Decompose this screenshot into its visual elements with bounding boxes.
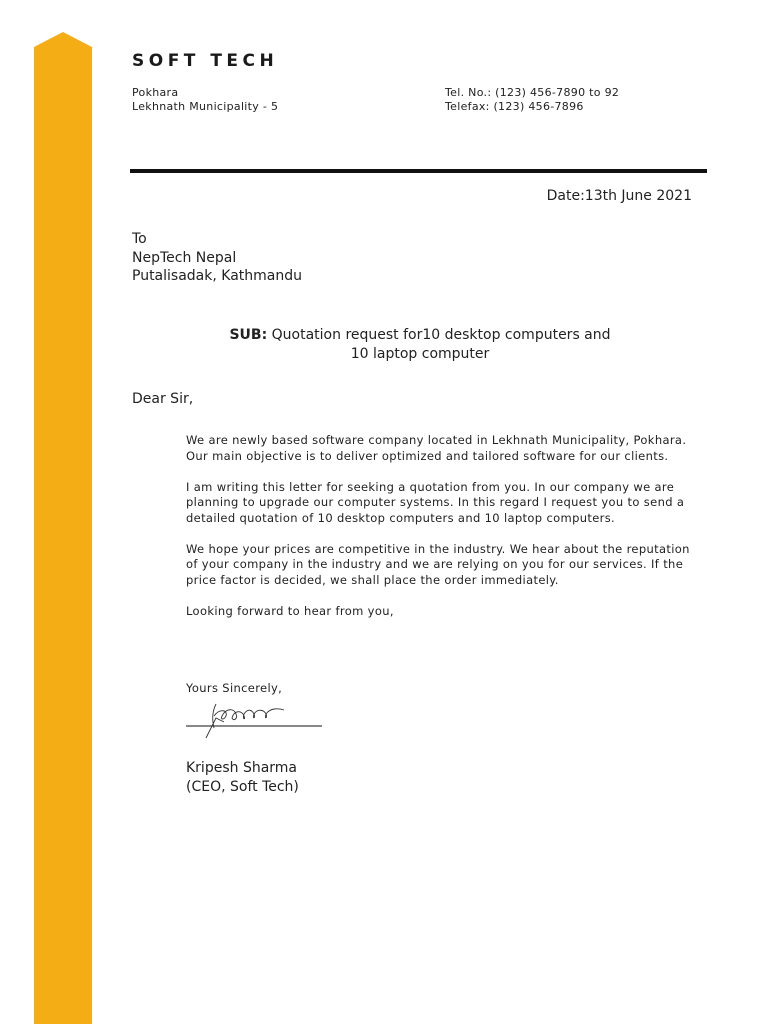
- body-paragraph: I am writing this letter for seeking a quotation from you. In our company we are planning to upgrade our computer systems. In this regard I request you to send a detailed quotation of 10 desktop computers and 10 laptop computers.: [186, 479, 685, 525]
- signer-block: [186, 759, 299, 796]
- accent-sidebar-shape: [34, 32, 92, 1024]
- subject-text: Quotation request for10 desktop computers and 10 laptop computer: [267, 327, 611, 362]
- company-name: SOFT TECH: [132, 51, 279, 71]
- header-divider: [130, 169, 707, 173]
- letter-body: [186, 433, 698, 635]
- recipient-address: Putalisadak, Kathmandu: [132, 268, 302, 284]
- telephone-number: Tel. No.: (123) 456-7890 to 92: [445, 86, 620, 99]
- accent-sidebar: [34, 32, 92, 1024]
- address-municipality: Lekhnath Municipality - 5: [132, 100, 279, 113]
- company-contact: [445, 86, 619, 114]
- recipient-company: NepTech Nepal: [132, 249, 237, 266]
- body-paragraph: Looking forward to hear from you,: [186, 603, 394, 618]
- body-paragraph: We are newly based software company located in Lekhnath Municipality, Pokhara. Our main objective is to deliver optimized and tailored software for our clients.: [186, 433, 687, 463]
- subject-label: SUB:: [229, 327, 268, 343]
- subject-line: [225, 326, 615, 364]
- body-paragraph: We hope your prices are competitive in the industry. We hear about the reputation of your company in the industry and we are relying on you for our services. If the price factor is decided, we shall place the order immediately.: [186, 541, 690, 587]
- telefax-number: Telefax: (123) 456-7896: [445, 100, 584, 113]
- salutation: Dear Sir,: [132, 391, 194, 407]
- closing-line: Yours Sincerely,: [186, 681, 283, 695]
- signature: [186, 698, 326, 744]
- letter-date: Date:13th June 2021: [546, 188, 692, 204]
- company-address: [132, 86, 278, 114]
- signer-name: Kripesh Sharma: [186, 760, 298, 776]
- signer-title: (CEO, Soft Tech): [186, 778, 299, 795]
- recipient-block: [132, 230, 302, 286]
- recipient-to: To: [132, 231, 147, 247]
- address-city: Pokhara: [132, 86, 179, 99]
